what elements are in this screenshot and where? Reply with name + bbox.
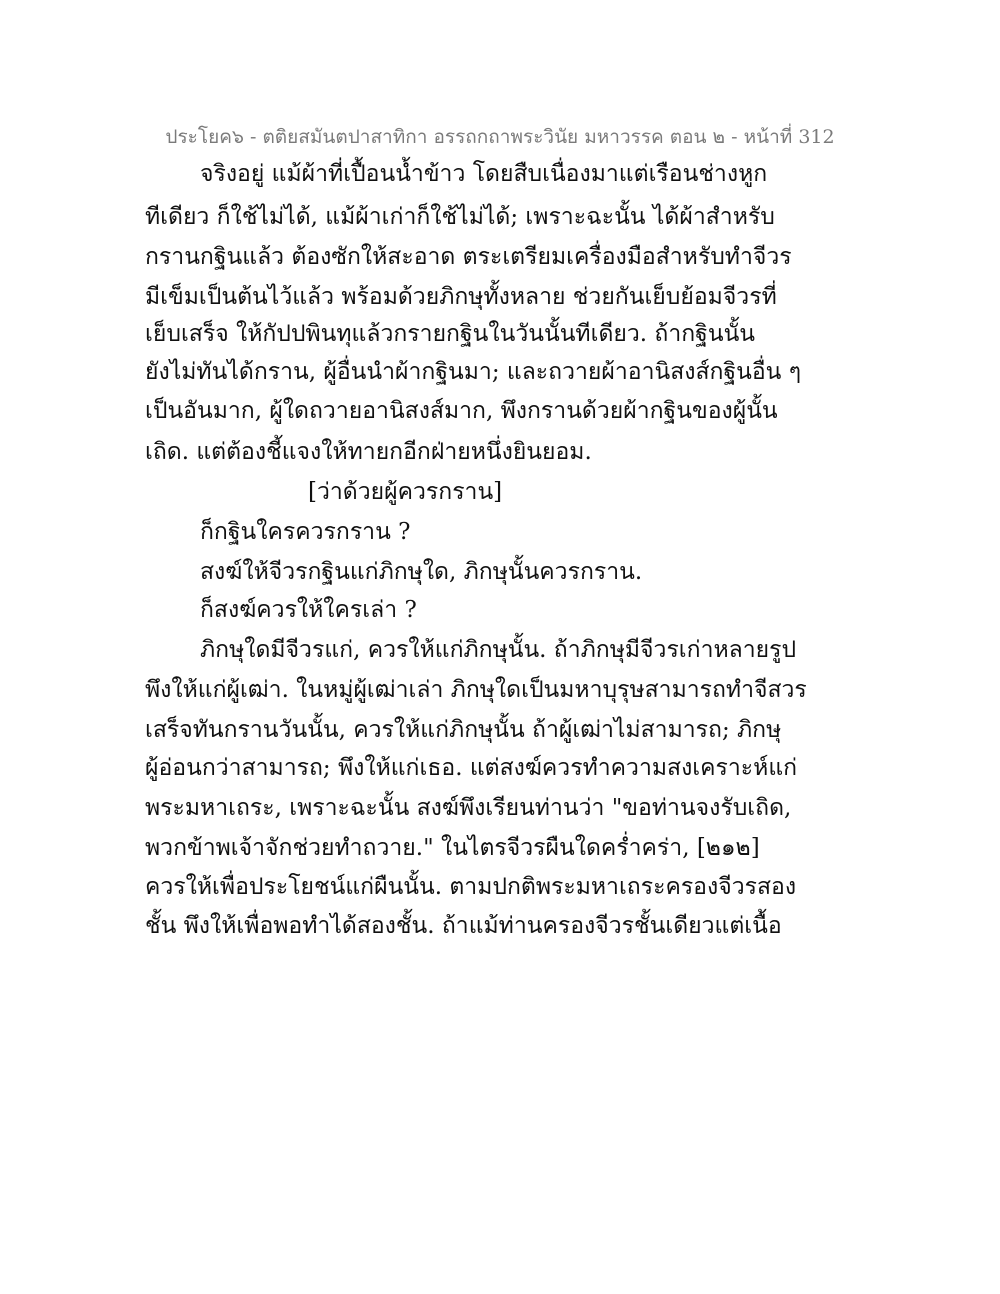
body-line: กรานกฐินแล้ว ต้องซักให้สะอาด ตระเตรียมเครื่องมือสำหรับทำจีวร: [145, 244, 792, 270]
body-line: ควรให้เพื่อประโยชน์แก่ผืนนั้น. ตามปกติพระมหาเถระครองจีวรสอง: [145, 874, 797, 900]
section-heading: [ว่าด้วยผู้ควรกราน]: [308, 479, 503, 505]
body-line: ก็สงฆ์ควรให้ใครเล่า ?: [200, 597, 417, 623]
body-line: เถิด. แต่ต้องชี้แจงให้ทายกอีกฝ่ายหนึ่งยินยอม.: [145, 439, 592, 465]
body-line: พึงให้แก่ผู้เฒ่า. ในหมู่ผู้เฒ่าเล่า ภิกษุใดเป็นมหาบุรุษสามารถทำจีสวร: [145, 677, 807, 703]
body-line: ยังไม่ทันได้กราน, ผู้อื่นนำผ้ากฐินมา; และถวายผ้าอานิสงส์กฐินอื่น ๆ: [145, 359, 802, 385]
body-line: ทีเดียว ก็ใช้ไม่ได้, แม้ผ้าเก่าก็ใช้ไม่ได้; เพราะฉะนั้น ได้ผ้าสำหรับ: [145, 204, 775, 230]
body-line: เป็นอันมาก, ผู้ใดถวายอานิสงส์มาก, พึงกรานด้วยผ้ากฐินของผู้นั้น: [145, 398, 778, 424]
body-line: พระมหาเถระ, เพราะฉะนั้น สงฆ์พึงเรียนท่านว่า "ขอท่านจงรับเถิด,: [145, 795, 792, 821]
body-line: พวกข้าพเจ้าจักช่วยทำถวาย." ในไตรจีวรผืนใดคร่ำคร่า, [๒๑๒]: [145, 835, 760, 861]
body-line: ภิกษุใดมีจีวรแก่, ควรให้แก่ภิกษุนั้น. ถ้าภิกษุมีจีวรเก่าหลายรูป: [200, 637, 797, 663]
body-line: จริงอยู่ แม้ผ้าที่เปื้อนน้ำข้าว โดยสืบเนื่องมาแต่เรือนช่างหูก: [200, 161, 768, 187]
page-header: ประโยค๖ - ตติยสมันตปาสาทิกา อรรถกถาพระวินัย มหาวรรค ตอน ๒ - หน้าที่ 312: [165, 126, 835, 148]
body-line: ก็กฐินใครควรกราน ?: [200, 519, 411, 545]
body-line: สงฆ์ให้จีวรกฐินแก่ภิกษุใด, ภิกษุนั้นควรกราน.: [200, 559, 643, 585]
body-line: ชั้น พึงให้เพื่อพอทำได้สองชั้น. ถ้าแม้ท่านครองจีวรชั้นเดียวแต่เนื้อ: [145, 913, 782, 939]
body-line: ผู้อ่อนกว่าสามารถ; พึงให้แก่เธอ. แต่สงฆ์ควรทำความสงเคราะห์แก่: [145, 755, 798, 781]
body-line: มีเข็มเป็นต้นไว้แล้ว พร้อมด้วยภิกษุทั้งหลาย ช่วยกันเย็บย้อมจีวรที่: [145, 284, 777, 310]
body-line: เสร็จทันกรานวันนั้น, ควรให้แก่ภิกษุนั้น ถ้าผู้เฒ่าไม่สามารถ; ภิกษุ: [145, 717, 782, 743]
body-line: เย็บเสร็จ ให้กัปปพินทุแล้วกรายกฐินในวันนั้นทีเดียว. ถ้ากฐินนั้น: [145, 321, 756, 347]
